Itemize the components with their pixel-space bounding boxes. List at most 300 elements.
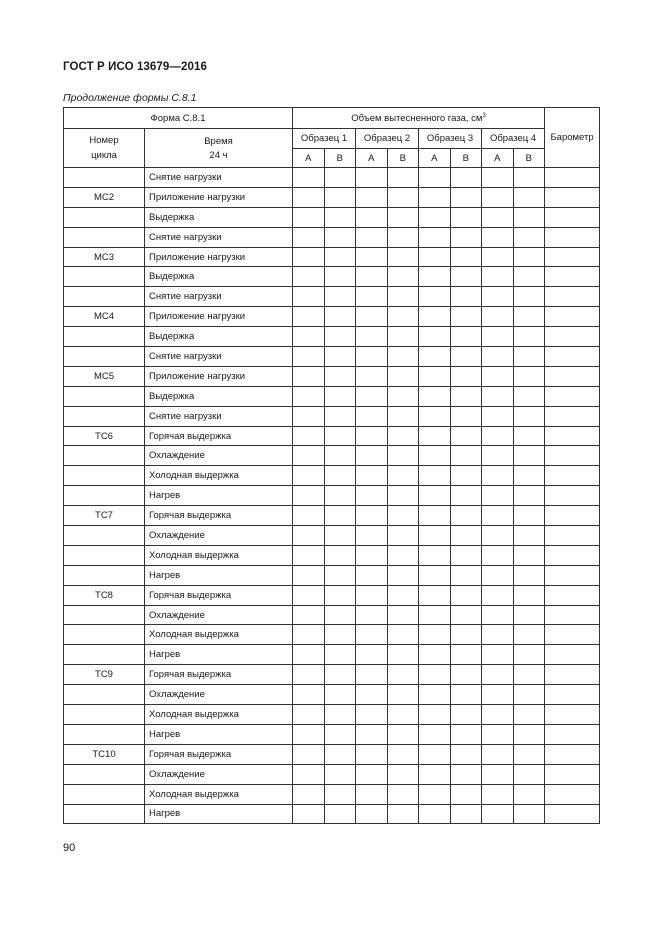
cycle-number-cell — [64, 685, 145, 705]
sample-value-cell — [482, 267, 514, 287]
sample-value-cell — [513, 307, 545, 327]
sample-value-cell — [482, 565, 514, 585]
sample-value-cell — [513, 545, 545, 565]
sample-value-cell — [324, 347, 356, 367]
barometer-cell — [545, 605, 600, 625]
sample-value-cell — [419, 307, 451, 327]
sample-value-cell — [513, 685, 545, 705]
sample-value-cell — [482, 187, 514, 207]
operation-cell: Снятие нагрузки — [145, 168, 293, 188]
table-row — [64, 764, 600, 784]
cycle-number-cell — [64, 466, 145, 486]
cycle-number-cell — [64, 287, 145, 307]
sample-value-cell — [356, 327, 388, 347]
sample-value-cell — [513, 168, 545, 188]
sample-value-cell — [324, 466, 356, 486]
barometer-cell — [545, 784, 600, 804]
sample-value-cell — [513, 366, 545, 386]
sample-value-cell — [324, 645, 356, 665]
sample-value-cell — [450, 426, 482, 446]
cycle-number-cell: ТС9 — [64, 665, 145, 685]
cycle-number-cell — [64, 386, 145, 406]
sample-value-cell — [356, 705, 388, 725]
sample-value-cell — [293, 366, 325, 386]
barometer-cell — [545, 565, 600, 585]
sample-value-cell — [513, 625, 545, 645]
sample-value-cell — [293, 665, 325, 685]
sample-value-cell — [482, 446, 514, 466]
cycle-number-line2: цикла — [91, 150, 117, 161]
sample-value-cell — [356, 426, 388, 446]
sample-value-cell — [419, 625, 451, 645]
barometer-header: Барометр — [545, 108, 600, 168]
cycle-number-cell — [64, 327, 145, 347]
sample-value-cell — [356, 784, 388, 804]
sample-value-cell — [324, 187, 356, 207]
barometer-cell — [545, 506, 600, 526]
sample-value-cell — [482, 366, 514, 386]
sample-3-b-header: В — [450, 149, 482, 168]
table-row — [64, 446, 600, 466]
sample-value-cell — [387, 724, 419, 744]
table-row — [64, 506, 600, 526]
cycle-number-cell — [64, 784, 145, 804]
sample-value-cell — [513, 665, 545, 685]
time-header — [145, 129, 293, 168]
table-row — [64, 526, 600, 546]
sample-value-cell — [356, 526, 388, 546]
sample-2-b-header: В — [387, 149, 419, 168]
sample-value-cell — [387, 168, 419, 188]
sample-value-cell — [419, 724, 451, 744]
sample-value-cell — [293, 486, 325, 506]
sample-value-cell — [419, 227, 451, 247]
barometer-cell — [545, 764, 600, 784]
sample-value-cell — [419, 804, 451, 824]
sample-value-cell — [513, 605, 545, 625]
sample-value-cell — [324, 247, 356, 267]
cycle-number-cell: ТС7 — [64, 506, 145, 526]
sample-value-cell — [293, 526, 325, 546]
sample-value-cell — [419, 705, 451, 725]
document-standard-title: ГОСТ Р ИСО 13679—2016 — [63, 61, 208, 73]
table-row — [64, 625, 600, 645]
sample-value-cell — [513, 446, 545, 466]
table-row — [64, 187, 600, 207]
sample-value-cell — [419, 386, 451, 406]
sample-value-cell — [387, 267, 419, 287]
sample-value-cell — [356, 347, 388, 367]
cycle-number-cell: МС4 — [64, 307, 145, 327]
sample-value-cell — [450, 506, 482, 526]
cycle-number-cell — [64, 804, 145, 824]
operation-cell: Нагрев — [145, 645, 293, 665]
sample-value-cell — [293, 187, 325, 207]
cycle-number-cell: ТС6 — [64, 426, 145, 446]
sample-value-cell — [450, 585, 482, 605]
operation-cell: Холодная выдержка — [145, 625, 293, 645]
sample-value-cell — [387, 625, 419, 645]
sample-value-cell — [450, 804, 482, 824]
operation-cell: Выдержка — [145, 386, 293, 406]
sample-value-cell — [419, 168, 451, 188]
sample-value-cell — [482, 804, 514, 824]
operation-cell: Снятие нагрузки — [145, 287, 293, 307]
sample-value-cell — [450, 386, 482, 406]
sample-value-cell — [293, 605, 325, 625]
table-row — [64, 406, 600, 426]
sample-value-cell — [482, 585, 514, 605]
sample-value-cell — [356, 247, 388, 267]
sample-value-cell — [513, 764, 545, 784]
barometer-cell — [545, 705, 600, 725]
cycle-number-cell — [64, 545, 145, 565]
sample-value-cell — [450, 625, 482, 645]
sample-value-cell — [419, 426, 451, 446]
sample-2-header: Образец 2 — [356, 129, 419, 149]
sample-value-cell — [293, 744, 325, 764]
sample-value-cell — [482, 386, 514, 406]
sample-value-cell — [387, 327, 419, 347]
cycle-number-cell — [64, 724, 145, 744]
sample-3-a-header: А — [419, 149, 451, 168]
table-row — [64, 347, 600, 367]
sample-value-cell — [324, 207, 356, 227]
sample-value-cell — [513, 327, 545, 347]
sample-value-cell — [293, 327, 325, 347]
table-row — [64, 585, 600, 605]
cycle-number-cell — [64, 645, 145, 665]
sample-value-cell — [513, 724, 545, 744]
sample-value-cell — [450, 307, 482, 327]
sample-value-cell — [324, 506, 356, 526]
sample-value-cell — [482, 665, 514, 685]
table-row — [64, 486, 600, 506]
operation-cell: Холодная выдержка — [145, 466, 293, 486]
sample-value-cell — [356, 187, 388, 207]
cycle-number-cell: ТС10 — [64, 744, 145, 764]
sample-value-cell — [450, 227, 482, 247]
sample-value-cell — [482, 247, 514, 267]
sample-value-cell — [419, 605, 451, 625]
sample-value-cell — [293, 247, 325, 267]
sample-value-cell — [324, 386, 356, 406]
sample-value-cell — [419, 347, 451, 367]
time-line1: Время — [204, 135, 233, 147]
operation-cell: Выдержка — [145, 267, 293, 287]
table-row — [64, 426, 600, 446]
sample-value-cell — [450, 207, 482, 227]
barometer-cell — [545, 287, 600, 307]
sample-value-cell — [387, 565, 419, 585]
sample-value-cell — [356, 685, 388, 705]
header-row-1 — [64, 108, 600, 129]
operation-cell: Холодная выдержка — [145, 705, 293, 725]
sample-value-cell — [450, 784, 482, 804]
sample-value-cell — [387, 187, 419, 207]
table-row — [64, 685, 600, 705]
sample-value-cell — [356, 207, 388, 227]
barometer-cell — [545, 267, 600, 287]
sample-value-cell — [450, 366, 482, 386]
operation-cell: Нагрев — [145, 565, 293, 585]
cycle-number-cell: МС3 — [64, 247, 145, 267]
table-row — [64, 645, 600, 665]
operation-cell: Горячая выдержка — [145, 506, 293, 526]
sample-value-cell — [419, 526, 451, 546]
sample-value-cell — [513, 227, 545, 247]
sample-value-cell — [419, 565, 451, 585]
sample-value-cell — [450, 565, 482, 585]
sample-value-cell — [450, 327, 482, 347]
sample-value-cell — [513, 426, 545, 446]
sample-value-cell — [356, 744, 388, 764]
sample-value-cell — [387, 287, 419, 307]
sample-3-header: Образец 3 — [419, 129, 482, 149]
barometer-cell — [545, 327, 600, 347]
operation-cell: Нагрев — [145, 804, 293, 824]
sample-value-cell — [324, 605, 356, 625]
sample-value-cell — [356, 287, 388, 307]
sample-value-cell — [356, 227, 388, 247]
operation-cell: Приложение нагрузки — [145, 247, 293, 267]
sample-value-cell — [356, 406, 388, 426]
sample-value-cell — [419, 327, 451, 347]
barometer-cell — [545, 446, 600, 466]
barometer-cell — [545, 227, 600, 247]
form-continuation-caption: Продолжение формы С.8.1 — [63, 92, 197, 104]
sample-value-cell — [293, 426, 325, 446]
sample-value-cell — [419, 267, 451, 287]
page-number: 90 — [63, 842, 76, 854]
sample-value-cell — [450, 764, 482, 784]
operation-cell: Холодная выдержка — [145, 545, 293, 565]
table-row — [64, 327, 600, 347]
sample-value-cell — [482, 347, 514, 367]
cycle-number-cell — [64, 227, 145, 247]
sample-1-a-header: А — [293, 149, 325, 168]
cycle-number-cell — [64, 605, 145, 625]
operation-cell: Охлаждение — [145, 526, 293, 546]
operation-cell: Горячая выдержка — [145, 585, 293, 605]
sample-value-cell — [293, 585, 325, 605]
barometer-cell — [545, 526, 600, 546]
sample-value-cell — [387, 406, 419, 426]
sample-value-cell — [356, 466, 388, 486]
sample-value-cell — [387, 386, 419, 406]
sample-value-cell — [419, 545, 451, 565]
sample-value-cell — [324, 426, 356, 446]
sample-value-cell — [356, 386, 388, 406]
sample-value-cell — [387, 426, 419, 446]
sample-value-cell — [482, 466, 514, 486]
sample-value-cell — [387, 347, 419, 367]
barometer-cell — [545, 386, 600, 406]
sample-value-cell — [513, 406, 545, 426]
sample-value-cell — [387, 446, 419, 466]
sample-value-cell — [482, 526, 514, 546]
sample-value-cell — [356, 506, 388, 526]
sample-value-cell — [419, 585, 451, 605]
sample-value-cell — [482, 168, 514, 188]
barometer-cell — [545, 426, 600, 446]
sample-value-cell — [293, 227, 325, 247]
sample-value-cell — [513, 526, 545, 546]
sample-value-cell — [293, 685, 325, 705]
sample-value-cell — [482, 724, 514, 744]
sample-value-cell — [293, 565, 325, 585]
sample-value-cell — [324, 585, 356, 605]
sample-value-cell — [450, 187, 482, 207]
sample-value-cell — [387, 744, 419, 764]
sample-value-cell — [293, 347, 325, 367]
form-label-cell: Форма С.8.1 — [64, 108, 293, 129]
barometer-cell — [545, 804, 600, 824]
sample-2-a-header: А — [356, 149, 388, 168]
sample-value-cell — [324, 764, 356, 784]
cycle-number-cell: ТС8 — [64, 585, 145, 605]
sample-value-cell — [482, 207, 514, 227]
sample-value-cell — [324, 366, 356, 386]
table-row — [64, 227, 600, 247]
sample-value-cell — [387, 366, 419, 386]
sample-value-cell — [324, 744, 356, 764]
table-row — [64, 287, 600, 307]
sample-value-cell — [293, 804, 325, 824]
table-row — [64, 466, 600, 486]
sample-value-cell — [513, 187, 545, 207]
sample-value-cell — [387, 506, 419, 526]
sample-value-cell — [450, 744, 482, 764]
sample-value-cell — [387, 784, 419, 804]
sample-value-cell — [482, 227, 514, 247]
sample-value-cell — [324, 327, 356, 347]
sample-value-cell — [356, 267, 388, 287]
cycle-number-cell — [64, 764, 145, 784]
table-row — [64, 247, 600, 267]
sample-value-cell — [356, 168, 388, 188]
sample-value-cell — [356, 446, 388, 466]
table-row — [64, 168, 600, 188]
cycle-number-cell: МС2 — [64, 187, 145, 207]
sample-value-cell — [513, 386, 545, 406]
operation-cell: Холодная выдержка — [145, 784, 293, 804]
sample-value-cell — [324, 665, 356, 685]
cycle-number-cell — [64, 565, 145, 585]
sample-value-cell — [419, 247, 451, 267]
sample-value-cell — [387, 705, 419, 725]
table-row — [64, 307, 600, 327]
operation-cell: Охлаждение — [145, 605, 293, 625]
sample-value-cell — [419, 187, 451, 207]
sample-value-cell — [513, 347, 545, 367]
table-row — [64, 366, 600, 386]
sample-value-cell — [356, 565, 388, 585]
sample-value-cell — [419, 784, 451, 804]
sample-value-cell — [324, 545, 356, 565]
sample-value-cell — [356, 545, 388, 565]
sample-value-cell — [482, 426, 514, 446]
barometer-cell — [545, 347, 600, 367]
sample-value-cell — [513, 207, 545, 227]
volume-label: Объем вытесненного газа, см — [351, 112, 483, 124]
sample-value-cell — [387, 307, 419, 327]
sample-value-cell — [513, 645, 545, 665]
sample-value-cell — [482, 764, 514, 784]
sample-value-cell — [387, 645, 419, 665]
sample-value-cell — [450, 347, 482, 367]
sample-value-cell — [293, 168, 325, 188]
sample-value-cell — [482, 625, 514, 645]
sample-1-header: Образец 1 — [293, 129, 356, 149]
sample-value-cell — [293, 545, 325, 565]
sample-value-cell — [419, 406, 451, 426]
sample-value-cell — [293, 307, 325, 327]
sample-value-cell — [387, 227, 419, 247]
sample-value-cell — [356, 585, 388, 605]
sample-value-cell — [450, 168, 482, 188]
sample-value-cell — [513, 486, 545, 506]
sample-value-cell — [324, 804, 356, 824]
sample-value-cell — [513, 804, 545, 824]
sample-value-cell — [324, 227, 356, 247]
sample-value-cell — [356, 724, 388, 744]
sample-value-cell — [450, 685, 482, 705]
sample-value-cell — [293, 724, 325, 744]
sample-value-cell — [450, 267, 482, 287]
sample-value-cell — [293, 386, 325, 406]
sample-value-cell — [293, 645, 325, 665]
sample-value-cell — [450, 605, 482, 625]
operation-cell: Снятие нагрузки — [145, 406, 293, 426]
volume-unit-superscript: 3 — [482, 112, 486, 119]
sample-value-cell — [450, 645, 482, 665]
sample-4-b-header: В — [513, 149, 545, 168]
sample-value-cell — [482, 486, 514, 506]
sample-value-cell — [482, 327, 514, 347]
barometer-cell — [545, 625, 600, 645]
sample-value-cell — [482, 705, 514, 725]
sample-4-a-header: А — [482, 149, 514, 168]
sample-value-cell — [450, 545, 482, 565]
barometer-cell — [545, 585, 600, 605]
sample-value-cell — [387, 466, 419, 486]
sample-value-cell — [387, 605, 419, 625]
sample-value-cell — [387, 486, 419, 506]
sample-value-cell — [450, 486, 482, 506]
sample-value-cell — [513, 466, 545, 486]
sample-value-cell — [324, 784, 356, 804]
sample-value-cell — [293, 406, 325, 426]
barometer-cell — [545, 366, 600, 386]
sample-value-cell — [293, 466, 325, 486]
sample-value-cell — [387, 685, 419, 705]
table-row — [64, 744, 600, 764]
sample-value-cell — [482, 605, 514, 625]
sample-value-cell — [356, 764, 388, 784]
sample-value-cell — [482, 406, 514, 426]
barometer-cell — [545, 744, 600, 764]
sample-value-cell — [482, 685, 514, 705]
sample-value-cell — [513, 287, 545, 307]
sample-value-cell — [482, 545, 514, 565]
sample-value-cell — [450, 446, 482, 466]
cycle-number-cell — [64, 406, 145, 426]
sample-value-cell — [419, 466, 451, 486]
barometer-cell — [545, 307, 600, 327]
table-row — [64, 267, 600, 287]
sample-value-cell — [419, 645, 451, 665]
